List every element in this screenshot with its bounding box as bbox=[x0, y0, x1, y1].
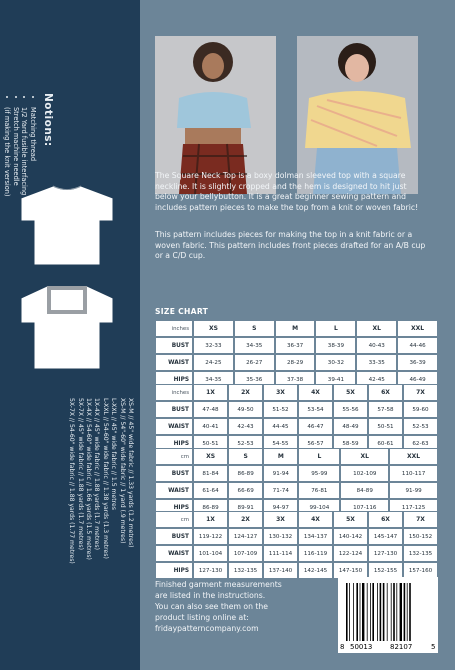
website-link[interactable]: fridaypatterncompany.com bbox=[155, 624, 259, 633]
row-label: HIPS bbox=[155, 562, 193, 579]
table-cell: 40-43 bbox=[356, 337, 397, 354]
table-cell: 49-50 bbox=[228, 401, 263, 418]
table-cell: 116-119 bbox=[298, 545, 333, 562]
table-cell: 36-39 bbox=[397, 354, 438, 371]
table-cell: 127-130 bbox=[193, 562, 228, 579]
row-label: HIPS bbox=[155, 371, 193, 388]
table-cell: 152-155 bbox=[368, 562, 403, 579]
table-cell: 137-140 bbox=[263, 562, 298, 579]
table-cell: 89-91 bbox=[228, 499, 263, 516]
table-cell: 157-160 bbox=[403, 562, 438, 579]
size-table-inches-plus bbox=[155, 384, 438, 452]
barcode-bar bbox=[362, 583, 364, 641]
barcode-bar bbox=[383, 583, 385, 641]
barcode-bar bbox=[393, 583, 395, 641]
table-cell: 145-147 bbox=[368, 528, 403, 545]
table-header-row bbox=[155, 511, 438, 528]
sidebar-panel bbox=[0, 0, 140, 670]
table-cell: 46-47 bbox=[298, 418, 333, 435]
table-cell: 56-57 bbox=[298, 435, 333, 452]
table-cell: 52-53 bbox=[228, 435, 263, 452]
row-label: BUST bbox=[155, 401, 193, 418]
yardage-line: L-XXL // 45" wide fabric // 1.5 metres bbox=[110, 398, 118, 510]
size-header: 7X bbox=[403, 384, 438, 401]
size-header: 4X bbox=[298, 511, 333, 528]
table-cell: 32-33 bbox=[193, 337, 234, 354]
row-label: WAIST bbox=[155, 545, 193, 562]
table-cell: 107-109 bbox=[228, 545, 263, 562]
table-cell: 34-35 bbox=[193, 371, 234, 388]
table-cell: 46-49 bbox=[397, 371, 438, 388]
table-cell: 110-117 bbox=[389, 465, 438, 482]
size-header: 7X bbox=[403, 511, 438, 528]
table-cell: 132-135 bbox=[228, 562, 263, 579]
table-cell: 50-51 bbox=[368, 418, 403, 435]
barcode-bar bbox=[356, 583, 358, 641]
barcode-digit: 50013 bbox=[350, 643, 373, 651]
pattern-includes: This pattern includes pieces for making the top in a knit fabric or a woven fabric. This pattern includes front pieces drafted for an A/B cup or a C/D cup. bbox=[155, 230, 426, 261]
table-cell: 91-99 bbox=[389, 482, 438, 499]
footer-line: You can also see them on the bbox=[155, 602, 269, 611]
table-cell: 24-25 bbox=[193, 354, 234, 371]
row-label: WAIST bbox=[155, 418, 193, 435]
table-cell: 84-89 bbox=[340, 482, 389, 499]
table-cell: 61-64 bbox=[193, 482, 228, 499]
table-header-row bbox=[155, 448, 438, 465]
row-label: HIPS bbox=[155, 435, 193, 452]
barcode-bar bbox=[346, 583, 348, 641]
unit-label: cm bbox=[155, 511, 193, 528]
barcode-bar bbox=[380, 583, 382, 641]
table-row bbox=[155, 337, 438, 354]
unit-label: inches bbox=[155, 320, 193, 337]
size-header: XS bbox=[193, 448, 228, 465]
size-header: 5X bbox=[333, 384, 368, 401]
table-cell: 51-52 bbox=[263, 401, 298, 418]
table-cell: 54-55 bbox=[263, 435, 298, 452]
table-cell: 44-46 bbox=[397, 337, 438, 354]
table-header-row bbox=[155, 320, 438, 337]
row-label: WAIST bbox=[155, 354, 193, 371]
table-cell: 76-81 bbox=[298, 482, 340, 499]
table-cell: 150-152 bbox=[403, 528, 438, 545]
size-header: XXL bbox=[389, 448, 438, 465]
table-cell: 30-32 bbox=[315, 354, 356, 371]
yardage-line: 5X-7X // 54-60" wide fabric // 1.88 yards (1.77 metres) bbox=[68, 398, 76, 564]
table-row bbox=[155, 528, 438, 545]
barcode-bar bbox=[377, 583, 378, 641]
barcode-bar bbox=[404, 583, 406, 641]
pattern-description: The Square Neck Top is a boxy dolman sleeved top with a square neckline. It is slightly cropped and the hem is designed to hit just below your bellybutton. It is a great beginner sewing pattern and includes pattern pieces to make the top from a knit or woven fabric! bbox=[155, 171, 419, 212]
table-cell: 59-60 bbox=[403, 401, 438, 418]
table-cell: 119-122 bbox=[193, 528, 228, 545]
table-cell: 39-41 bbox=[315, 371, 356, 388]
size-header: 6X bbox=[368, 384, 403, 401]
table-row bbox=[155, 545, 438, 562]
notions-item: • 1/2 Yard fusible interfacing bbox=[20, 107, 29, 343]
yardage-line: XS-M // 54"-60" wide fabric // 1 yard (.9 metres) bbox=[118, 398, 126, 544]
barcode-bar bbox=[353, 583, 354, 641]
size-header: S bbox=[234, 320, 275, 337]
table-cell: 81-84 bbox=[193, 465, 228, 482]
table-cell: 122-124 bbox=[333, 545, 368, 562]
table-cell: 140-142 bbox=[333, 528, 368, 545]
table-header-row bbox=[155, 384, 438, 401]
size-header: XXL bbox=[397, 320, 438, 337]
table-cell: 117-125 bbox=[389, 499, 438, 516]
size-header: XS bbox=[193, 320, 234, 337]
yardage-line: XS-M // 45" wide fabric // 1.33 yards (1.2 metres) bbox=[127, 398, 134, 548]
yardage-line: 1X-4X // 45" wide fabric // 1.88 yards (1.7 metres) bbox=[93, 398, 101, 550]
table-cell: 102-109 bbox=[340, 465, 389, 482]
barcode bbox=[338, 577, 438, 653]
table-cell: 107-116 bbox=[340, 499, 389, 516]
size-header: 1X bbox=[193, 511, 228, 528]
table-row bbox=[155, 354, 438, 371]
table-cell: 58-59 bbox=[333, 435, 368, 452]
barcode-bar bbox=[396, 583, 397, 641]
size-header: XL bbox=[356, 320, 397, 337]
technical-drawing-front bbox=[17, 283, 117, 373]
row-label: BUST bbox=[155, 465, 193, 482]
technical-drawing-back bbox=[17, 183, 117, 269]
notions-item: • Matching thread bbox=[29, 107, 38, 343]
size-header: 5X bbox=[333, 511, 368, 528]
size-table-cm-standard bbox=[155, 448, 438, 516]
table-cell: 26-27 bbox=[234, 354, 275, 371]
row-label: WAIST bbox=[155, 482, 193, 499]
barcode-bar bbox=[407, 583, 408, 641]
barcode-image bbox=[338, 577, 438, 653]
table-cell: 60-61 bbox=[368, 435, 403, 452]
table-cell: 101-104 bbox=[193, 545, 228, 562]
barcode-bar bbox=[391, 583, 392, 641]
barcode-bar bbox=[400, 583, 402, 641]
size-header: M bbox=[275, 320, 316, 337]
yardage-line: 1X-4X // 54-60" wide fabric // 1.66 yards (1.5 metres) bbox=[84, 398, 92, 560]
table-cell: 36-37 bbox=[275, 337, 316, 354]
barcode-bar bbox=[349, 583, 350, 641]
row-label: BUST bbox=[155, 528, 193, 545]
footer-line: Finished garment measurements bbox=[155, 580, 282, 589]
table-cell: 71-74 bbox=[263, 482, 298, 499]
table-cell: 44-45 bbox=[263, 418, 298, 435]
size-table-inches-standard bbox=[155, 320, 438, 388]
barcode-digit: 82107 bbox=[390, 643, 413, 651]
size-header: 4X bbox=[298, 384, 333, 401]
table-cell: 66-69 bbox=[228, 482, 263, 499]
table-cell: 134-137 bbox=[298, 528, 333, 545]
table-cell: 55-56 bbox=[333, 401, 368, 418]
table-cell: 52-53 bbox=[403, 418, 438, 435]
table-row bbox=[155, 482, 438, 499]
size-header: 3X bbox=[263, 511, 298, 528]
size-header: 6X bbox=[368, 511, 403, 528]
table-cell: 38-39 bbox=[315, 337, 356, 354]
size-header: L bbox=[315, 320, 356, 337]
size-header: 3X bbox=[263, 384, 298, 401]
unit-label: cm bbox=[155, 448, 193, 465]
table-cell: 33-35 bbox=[356, 354, 397, 371]
barcode-bar bbox=[387, 583, 388, 641]
table-row bbox=[155, 401, 438, 418]
table-cell: 48-49 bbox=[333, 418, 368, 435]
table-cell: 94-97 bbox=[263, 499, 298, 516]
yardage-line: 5X-7X // 45" wide fabric // 1.88 yards (1.7 metres) bbox=[76, 398, 84, 550]
table-row bbox=[155, 418, 438, 435]
table-cell: 147-150 bbox=[333, 562, 368, 579]
table-cell: 28-29 bbox=[275, 354, 316, 371]
table-cell: 111-114 bbox=[263, 545, 298, 562]
size-chart-title: SIZE CHART bbox=[155, 307, 209, 316]
table-cell: 124-127 bbox=[228, 528, 263, 545]
yardage-line: L-XXL // 54-60" wide fabric // 1.38 yards (1.3 metres) bbox=[101, 398, 109, 559]
size-header: 1X bbox=[193, 384, 228, 401]
table-cell: 37-38 bbox=[275, 371, 316, 388]
barcode-bar bbox=[372, 583, 374, 641]
size-header: L bbox=[298, 448, 340, 465]
table-cell: 57-58 bbox=[368, 401, 403, 418]
table-cell: 86-89 bbox=[193, 499, 228, 516]
table-cell: 47-48 bbox=[193, 401, 228, 418]
notions-title: Notions: bbox=[42, 93, 54, 147]
barcode-digit: 5 bbox=[431, 643, 436, 651]
finished-measurements-note bbox=[155, 579, 305, 634]
yardage-list bbox=[67, 398, 134, 668]
size-header: XL bbox=[340, 448, 389, 465]
table-row bbox=[155, 465, 438, 482]
footer-line: product listing online at: bbox=[155, 613, 249, 622]
row-label: HIPS bbox=[155, 499, 193, 516]
table-cell: 50-51 bbox=[193, 435, 228, 452]
table-cell: 142-145 bbox=[298, 562, 333, 579]
unit-label: inches bbox=[155, 384, 193, 401]
size-header: 2X bbox=[228, 511, 263, 528]
table-cell: 99-104 bbox=[298, 499, 340, 516]
table-cell: 132-135 bbox=[403, 545, 438, 562]
table-cell: 42-43 bbox=[228, 418, 263, 435]
notions-item: • Stretch machine needle bbox=[12, 107, 21, 343]
table-cell: 34-35 bbox=[234, 337, 275, 354]
notions-item: • (if making the knit version) bbox=[3, 107, 12, 343]
table-cell: 91-94 bbox=[263, 465, 298, 482]
barcode-bar bbox=[367, 583, 368, 641]
size-header: S bbox=[228, 448, 263, 465]
size-header: 2X bbox=[228, 384, 263, 401]
size-table-cm-plus bbox=[155, 511, 438, 579]
table-cell: 35-36 bbox=[234, 371, 275, 388]
barcode-bar bbox=[370, 583, 371, 641]
table-cell: 86-89 bbox=[228, 465, 263, 482]
barcode-bar bbox=[360, 583, 361, 641]
table-cell: 95-99 bbox=[298, 465, 340, 482]
barcode-bar bbox=[409, 583, 411, 641]
barcode-digit: 8 bbox=[340, 643, 345, 651]
footer-line: are listed in the instructions. bbox=[155, 591, 266, 600]
size-header: M bbox=[263, 448, 298, 465]
table-cell: 62-63 bbox=[403, 435, 438, 452]
table-cell: 127-130 bbox=[368, 545, 403, 562]
row-label: BUST bbox=[155, 337, 193, 354]
table-cell: 40-41 bbox=[193, 418, 228, 435]
table-cell: 42-45 bbox=[356, 371, 397, 388]
table-cell: 130-132 bbox=[263, 528, 298, 545]
table-cell: 53-54 bbox=[298, 401, 333, 418]
